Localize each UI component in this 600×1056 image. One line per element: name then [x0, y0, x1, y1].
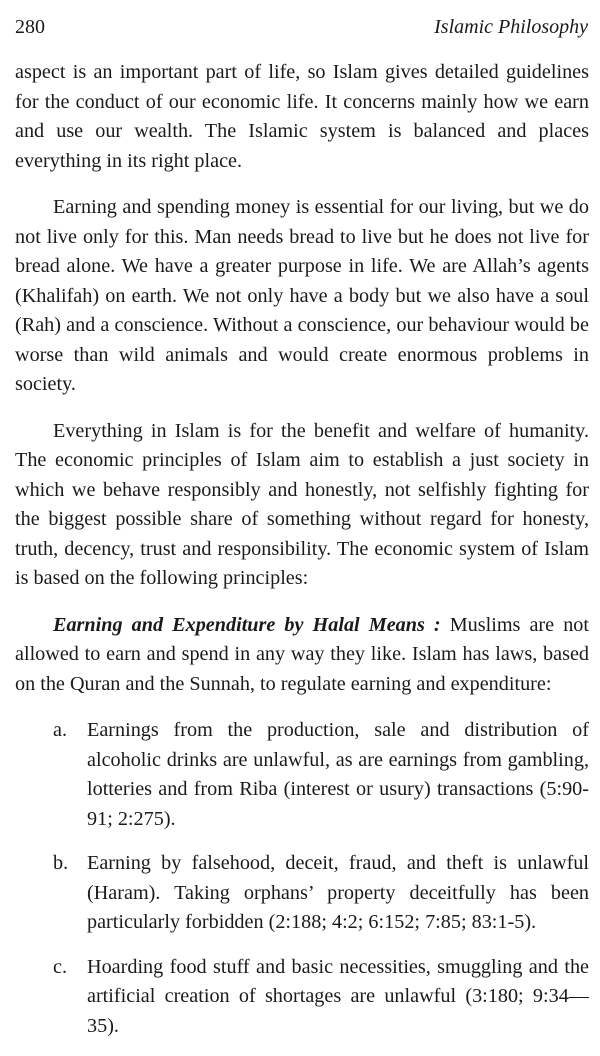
list-item-text: Earning by falsehood, deceit, fraud, and theft is unlawful (Haram). Taking orphans’ property deceitfully has been particularly forbidden (2:188; 4:2; 6:152; 7:85; 83:1-5).	[87, 852, 589, 933]
list-item-text: Hoarding food stuff and basic necessities, smuggling and the artificial creation of shortages are unlawful (3:180; 9:34—35).	[87, 955, 589, 1037]
list-marker: c.	[53, 955, 68, 978]
page-number: 280	[15, 16, 45, 38]
paragraph-principles: Everything in Islam is for the benefit and welfare of humanity. The economic principles of Islam aim to establish a just society in which we behave responsibly and honestly, not selfishly fighting for the biggest possible share of something without regard for honesty, truth, decency, trust and responsibility. The economic system of Islam is based on the following principles:	[15, 419, 589, 589]
paragraph-continuation: aspect is an important part of life, so Islam gives detailed guidelines for the conduct of our economic life. It concerns mainly how we earn and use our wealth. The Islamic system is balanced and places everything in its right place.	[15, 61, 589, 172]
list-item	[15, 716, 589, 834]
section-text: Muslims are not allowed to earn and spend in any way they like. Islam has laws, based on the Quran and the Sunnah, to regulate earning and expenditure:	[15, 613, 589, 695]
page-header	[15, 16, 588, 46]
list-marker: a.	[53, 719, 68, 741]
list-marker: b.	[53, 852, 69, 874]
running-head: Islamic Philosophy	[434, 16, 588, 38]
body-text	[15, 58, 589, 1056]
unlawful-earnings-list	[15, 716, 589, 1041]
section-lead-in: Earning and Expenditure by Halal Means :	[53, 613, 441, 636]
list-item-text: Earnings from the production, sale and distribution of alcoholic drinks are unlawful, as are earnings from gambling, lotteries and from Riba (interest or usury) transactions (5:90-91; 2:275).	[87, 719, 589, 830]
paragraph-purpose: Earning and spending money is essential for our living, but we do not live only for this. Man needs bread to live but he does not live for bread alone. We have a greater purpose in life. We are Allah’s agents (Khalifah) on earth. We not only have a body but we also have a soul (Rah) and a conscience. Without a conscience, our behaviour would be worse than wild animals and would create enormous problems in society.	[15, 196, 589, 395]
paragraph-halal-means	[15, 611, 589, 700]
list-item	[15, 849, 589, 938]
